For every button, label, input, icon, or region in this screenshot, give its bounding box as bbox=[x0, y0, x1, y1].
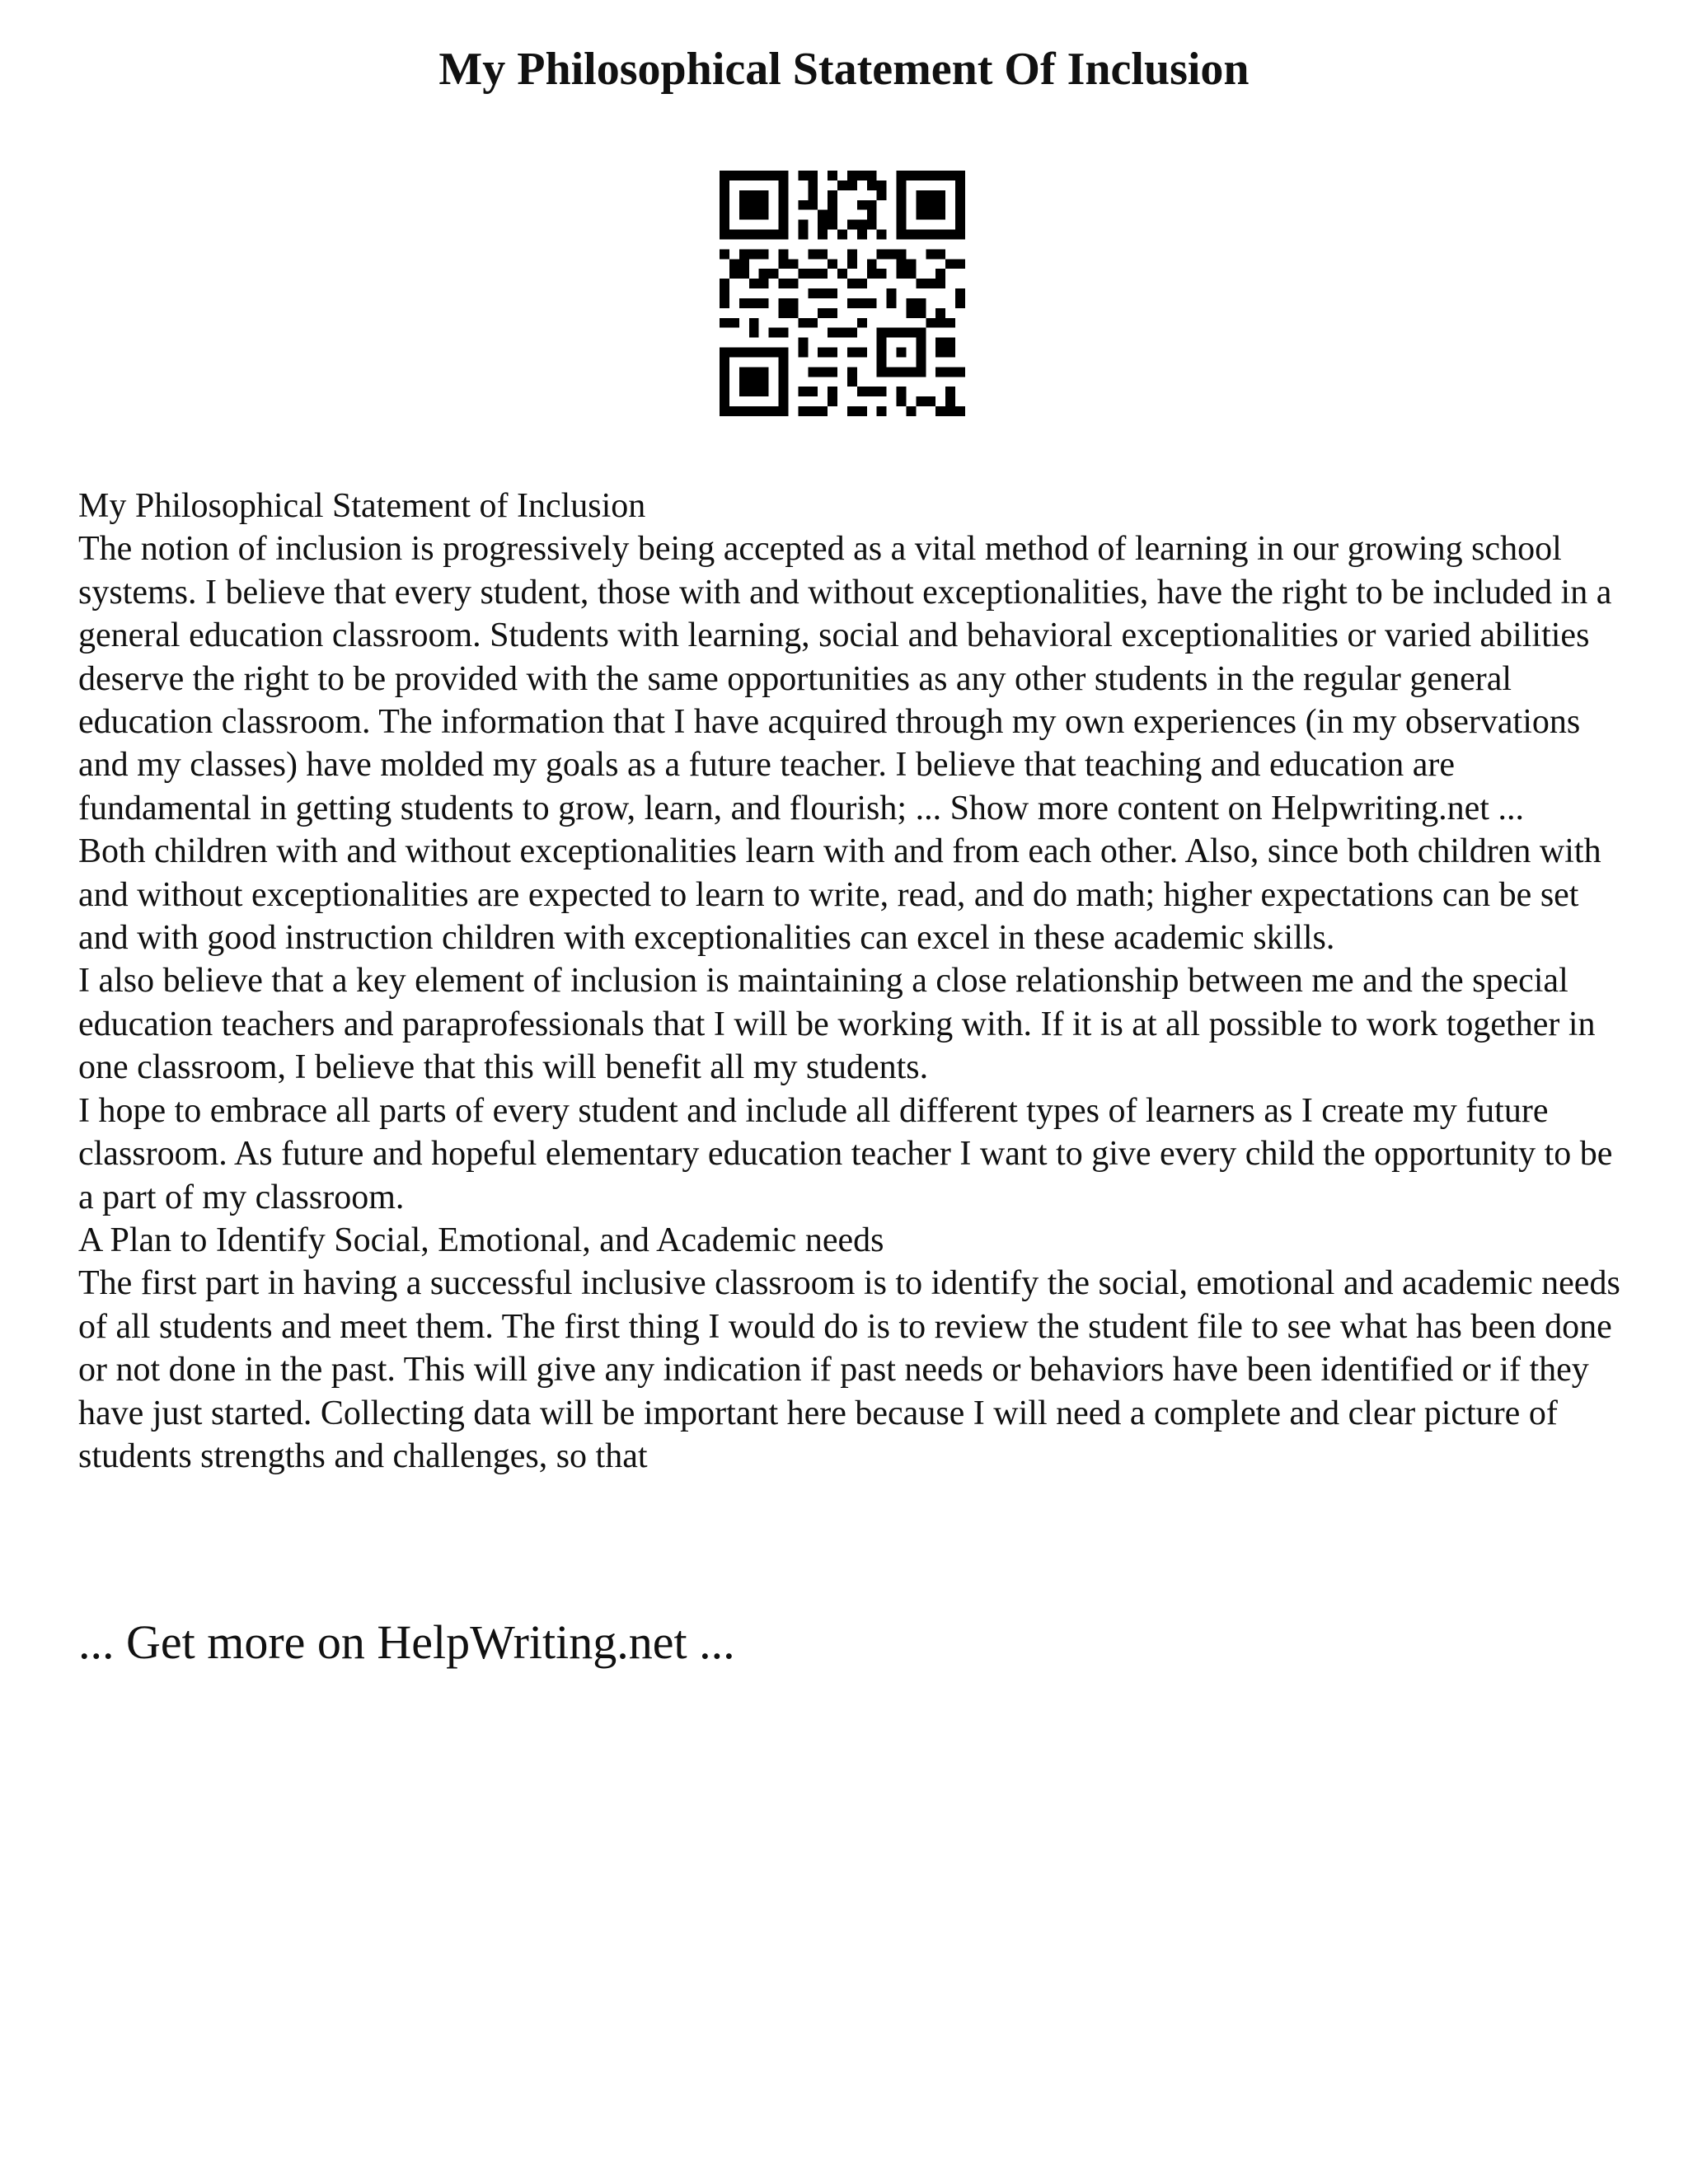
paragraph: The first part in having a successful inclusive classroom is to identify the social, emotional and academic needs of all students and meet them. The first thing I would do is to review the student file to see what has been done or not done in the past. This will give any indication if past needs or behaviors have been identified or if they have just started. Collecting data will be important here because I will need a complete and clear picture of students strengths and challenges, so that bbox=[78, 1264, 1620, 1475]
document-body bbox=[78, 485, 1628, 1478]
paragraph: I also believe that a key element of inclusion is maintaining a close relationship between me and the special education teachers and paraprofessionals that I will be working with. If it is at all possible to work together in one classroom, I believe that this will benefit all my students. bbox=[78, 962, 1596, 1087]
page-title: My Philosophical Statement Of Inclusion bbox=[438, 44, 1250, 95]
paragraph: The notion of inclusion is progressively being accepted as a vital method of learning in our growing school systems. I believe that every student, those with and without exceptionalities, have the right to be included in a general education classroom. Students with learning, social and behavioral exceptionalities or varied abilities deserve the right to be provided with the same opportunities as any other students in the regular general education classroom. The information that I have acquired through my own experiences (in my observations and my classes) have molded my goals as a future teacher. I believe that teaching and education are fundamental in getting students to grow, learn, and flourish; ... Show more content on Helpwriting.net ... bbox=[78, 530, 1612, 827]
section-heading: A Plan to Identify Social, Emotional, and Academic needs bbox=[78, 1221, 884, 1259]
paragraph: I hope to embrace all parts of every student and include all different types of learners as I create my future classroom. As future and hopeful elementary education teacher I want to give every child the opportunity to be a part of my classroom. bbox=[78, 1091, 1613, 1216]
paragraph: Both children with and without exceptionalities learn with and from each other. Also, since both children with and without exceptionalities are expected to learn to write, read, and do math; higher expectations can be set and with good instruction children with exceptionalities can excel in these academic skills. bbox=[78, 832, 1601, 958]
get-more-link[interactable]: ... Get more on HelpWriting.net ... bbox=[78, 1615, 735, 1669]
qr-code bbox=[720, 171, 965, 416]
section-heading: My Philosophical Statement of Inclusion bbox=[78, 487, 646, 525]
